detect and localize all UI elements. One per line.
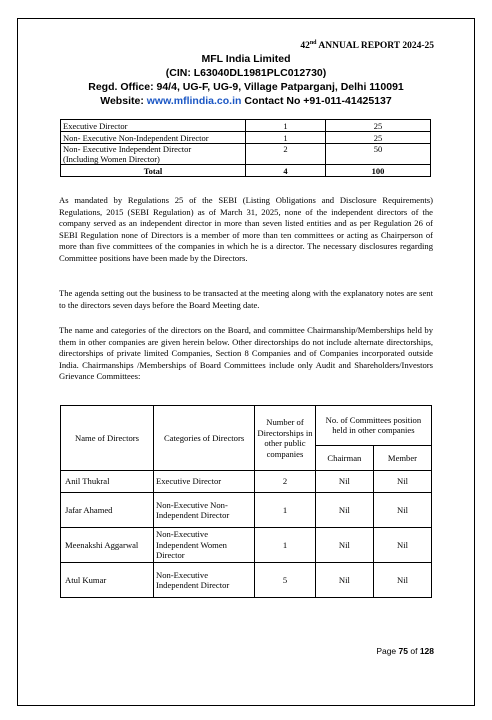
director-name: Jafar Ahamed [61, 493, 154, 528]
header-chairman: Chairman [315, 445, 373, 470]
total-count: 4 [246, 165, 326, 177]
header-name: Name of Directors [61, 406, 154, 471]
category-cell: Non- Executive Independent Director (Including Women Director) [61, 144, 246, 165]
registered-office: Regd. Office: 94/4, UG-F, UG-9, Village Patparganj, Delhi 110091 [88, 81, 404, 93]
header-directorships: Number of Directorships in other public companies [255, 406, 316, 471]
directorships-count: 5 [255, 563, 316, 598]
directors-table [60, 405, 432, 598]
table-row [61, 563, 432, 598]
category-cell: Executive Director [61, 120, 246, 132]
directorships-count: 2 [255, 471, 316, 493]
director-category: Non-Executive Non-Independent Director [153, 493, 254, 528]
website-link[interactable]: www.mflindia.co.in [146, 95, 242, 107]
website-contact: Website: www.mflindia.co.in Contact No +91-011-41425137 [100, 95, 392, 107]
table-row [61, 120, 431, 132]
member-count: Nil [373, 563, 431, 598]
category-cell: Non- Executive Non-Independent Director [61, 132, 246, 144]
director-name: Meenakshi Aggarwal [61, 528, 154, 563]
report-label: 42nd ANNUAL REPORT 2024-25 [300, 40, 434, 52]
header-member: Member [373, 445, 431, 470]
paragraph-directors-intro: The name and categories of the directors on the Board, and committee Chairmanship/Memberships held by them in other companies are given herein below. Other directorships do not include alternate directorships, directorships of private limited Companies, Section 8 Companies and of Companies incorporated outside India. Chairmanships /Memberships of Board Committees include only Audit and Shareholders/Investors Grievance Committees: [59, 325, 433, 381]
total-row [61, 165, 431, 177]
board-composition-table [60, 119, 431, 177]
paragraph-sebi-regulations: As mandated by Regulations 25 of the SEBI (Listing Obligations and Disclosure Requirements) Regulations, 2015 (SEBI Regulation) as of March 31, 2025, none of the independent directors of the company served as an independent director in more than seven listed entities and as per Regulation 26 of SEBI Regulation none of Directors is a member of more than ten committees or acting as Chairperson of more than five committees of the companies in which he is a director. The necessary disclosures regarding Committee positions have been made by the Directors. [59, 195, 433, 263]
chairman-count: Nil [315, 493, 373, 528]
director-category: Non-Executive Independent Director [153, 563, 254, 598]
count-cell: 2 [246, 144, 326, 165]
directorships-count: 1 [255, 493, 316, 528]
company-name: MFL India Limited [201, 53, 291, 65]
table-row [61, 528, 432, 563]
company-cin: (CIN: L63040DL1981PLC012730) [165, 67, 327, 79]
chairman-count: Nil [315, 471, 373, 493]
director-name: Atul Kumar [61, 563, 154, 598]
paragraph-agenda: The agenda setting out the business to be transacted at the meeting along with the explanatory notes are sent to the directors seven days before the Board Meeting date. [59, 288, 433, 310]
count-cell: 1 [246, 120, 326, 132]
count-cell: 1 [246, 132, 326, 144]
table-row [61, 471, 432, 493]
header-committees: No. of Committees position held in other companies [315, 406, 431, 446]
table-row [61, 493, 432, 528]
chairman-count: Nil [315, 563, 373, 598]
percent-cell: 25 [326, 120, 431, 132]
percent-cell: 25 [326, 132, 431, 144]
chairman-count: Nil [315, 528, 373, 563]
member-count: Nil [373, 471, 431, 493]
total-label: Total [61, 165, 246, 177]
director-name: Anil Thukral [61, 471, 154, 493]
directorships-count: 1 [255, 528, 316, 563]
percent-cell: 50 [326, 144, 431, 165]
director-category: Non-Executive Independent Women Director [153, 528, 254, 563]
total-percent: 100 [326, 165, 431, 177]
header-row [61, 406, 432, 446]
header-category: Categories of Directors [153, 406, 254, 471]
director-category: Executive Director [153, 471, 254, 493]
member-count: Nil [373, 493, 431, 528]
table-row [61, 132, 431, 144]
page-number: Page 75 of 128 [376, 646, 434, 656]
table-row [61, 144, 431, 165]
member-count: Nil [373, 528, 431, 563]
